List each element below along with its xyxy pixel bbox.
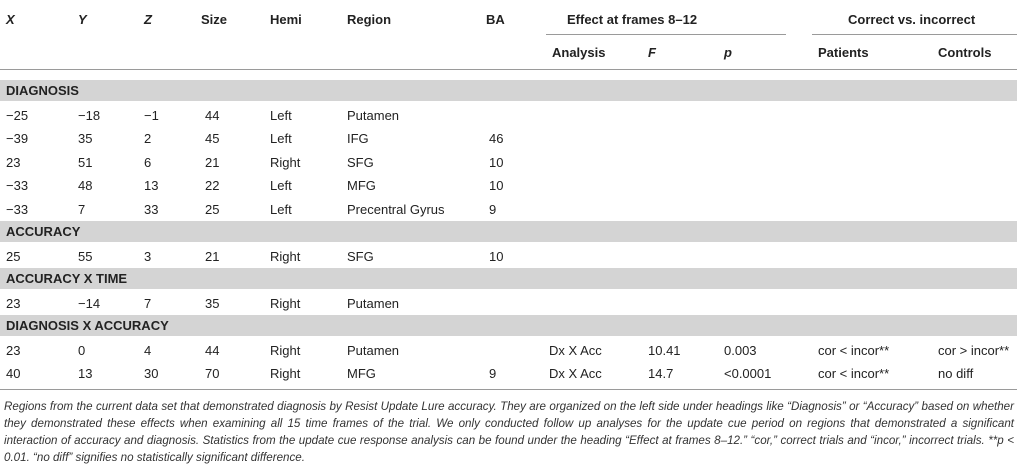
cell-z: 13	[144, 178, 159, 193]
cell-hemi: Right	[270, 343, 301, 358]
cell-z: 4	[144, 343, 152, 358]
cell-f: 14.7	[648, 366, 674, 381]
section-diagnosis-accuracy-label: DIAGNOSIS X ACCURACY	[6, 318, 169, 333]
cell-hemi: Left	[270, 131, 292, 146]
header-size: Size	[201, 12, 228, 27]
header-bottom-rule	[0, 69, 1017, 70]
header-controls: Controls	[938, 45, 992, 60]
cell-ba: 10	[489, 249, 504, 264]
cell-x: −39	[6, 131, 29, 146]
cell-region: Putamen	[347, 343, 400, 358]
section-diagnosis-label: DIAGNOSIS	[6, 83, 79, 98]
cell-size: 45	[205, 131, 220, 146]
cell-hemi: Right	[270, 249, 301, 264]
cell-size: 35	[205, 296, 220, 311]
cell-z: 6	[144, 155, 152, 170]
cell-ba: 9	[489, 202, 497, 217]
cell-p: 0.003	[724, 343, 757, 358]
cell-x: 25	[6, 249, 21, 264]
cell-size: 22	[205, 178, 220, 193]
cell-hemi: Right	[270, 366, 301, 381]
cell-y: 48	[78, 178, 93, 193]
table-bottom-rule	[0, 389, 1017, 390]
cell-region: IFG	[347, 131, 369, 146]
cell-y: −18	[78, 108, 101, 123]
cell-p: <0.0001	[724, 366, 772, 381]
cell-size: 44	[205, 108, 220, 123]
cell-x: −25	[6, 108, 29, 123]
cell-f: 10.41	[648, 343, 681, 358]
cell-size: 21	[205, 155, 220, 170]
section-diagnosis	[0, 80, 1017, 101]
cell-patients: cor < incor**	[818, 343, 890, 358]
cell-y: 51	[78, 155, 93, 170]
correct-group-rule	[812, 34, 1017, 35]
header-analysis: Analysis	[552, 45, 606, 60]
cell-z: −1	[144, 108, 159, 123]
cell-region: Putamen	[347, 108, 400, 123]
section-accuracy-time-label: ACCURACY X TIME	[6, 271, 128, 286]
cell-x: 23	[6, 296, 21, 311]
cell-z: 3	[144, 249, 152, 264]
header-hemi: Hemi	[270, 12, 302, 27]
cell-x: −33	[6, 178, 29, 193]
section-accuracy	[0, 221, 1017, 242]
cell-x: −33	[6, 202, 29, 217]
effect-group-rule	[546, 34, 786, 35]
section-accuracy-label: ACCURACY	[6, 224, 81, 239]
cell-analysis: Dx X Acc	[549, 366, 602, 381]
cell-y: 55	[78, 249, 93, 264]
cell-size: 25	[205, 202, 220, 217]
section-diagnosis-accuracy	[0, 315, 1017, 336]
cell-region: MFG	[347, 178, 376, 193]
cell-region: SFG	[347, 249, 374, 264]
cell-region: SFG	[347, 155, 374, 170]
cell-ba: 10	[489, 178, 504, 193]
header-z: Z	[144, 12, 152, 27]
cell-controls: no diff	[938, 366, 974, 381]
cell-y: −14	[78, 296, 101, 311]
header-p: p	[724, 45, 732, 60]
cell-size: 21	[205, 249, 220, 264]
cell-controls: cor > incor**	[938, 343, 1010, 358]
table-caption: Regions from the current data set that demonstrated diagnosis by Resist Update Lure accuracy. They are organized on the left side under headings like “Diagnosis” or “Accuracy” based on whether they demonstrated these effects when examining all 15 time frames of the trial. We only conducted follow up analyses for the update cue period on regions that demonstrated a significant interaction of accuracy and diagnosis. Statistics from the update cue response analysis can be found under the heading “Effect at frames 8–12.” “cor,” correct trials and “incor,” incorrect trials. **p < 0.01. “no diff” signifies no statistically significant difference.	[4, 400, 1014, 464]
cell-x: 23	[6, 155, 21, 170]
cell-hemi: Right	[270, 155, 301, 170]
header-y: Y	[78, 12, 87, 27]
header-x: X	[6, 12, 15, 27]
cell-size: 70	[205, 366, 220, 381]
cell-y: 7	[78, 202, 86, 217]
header-effect-group: Effect at frames 8–12	[567, 12, 698, 27]
cell-ba: 9	[489, 366, 497, 381]
cell-patients: cor < incor**	[818, 366, 890, 381]
cell-z: 30	[144, 366, 159, 381]
cell-z: 2	[144, 131, 152, 146]
cell-hemi: Left	[270, 202, 292, 217]
cell-hemi: Left	[270, 108, 292, 123]
cell-region: Precentral Gyrus	[347, 202, 445, 217]
cell-ba: 46	[489, 131, 504, 146]
cell-z: 33	[144, 202, 159, 217]
cell-x: 23	[6, 343, 21, 358]
cell-z: 7	[144, 296, 152, 311]
cell-ba: 10	[489, 155, 504, 170]
section-accuracy-time	[0, 268, 1017, 289]
cell-x: 40	[6, 366, 21, 381]
header-correct-group: Correct vs. incorrect	[848, 12, 976, 27]
header-region: Region	[347, 12, 392, 27]
header-patients: Patients	[818, 45, 869, 60]
cell-hemi: Left	[270, 178, 292, 193]
cell-hemi: Right	[270, 296, 301, 311]
cell-size: 44	[205, 343, 220, 358]
cell-y: 13	[78, 366, 93, 381]
cell-analysis: Dx X Acc	[549, 343, 602, 358]
cell-y: 35	[78, 131, 93, 146]
cell-region: MFG	[347, 366, 376, 381]
cell-region: Putamen	[347, 296, 400, 311]
header-f: F	[648, 45, 656, 60]
header-ba: BA	[486, 12, 505, 27]
cell-y: 0	[78, 343, 86, 358]
